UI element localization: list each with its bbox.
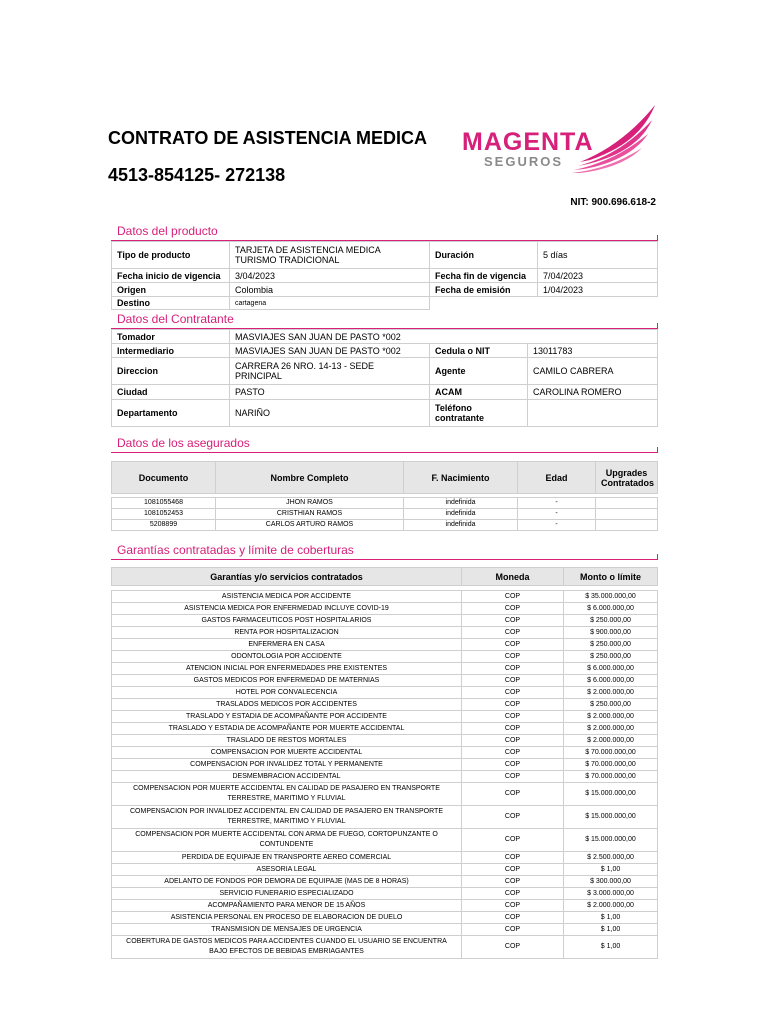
garantia-name-cell	[112, 723, 462, 735]
garantia-name-cell	[112, 912, 462, 924]
depto-value: NARIÑO	[230, 400, 430, 427]
section-heading: Datos del producto	[111, 222, 658, 241]
asegurados-section	[111, 434, 658, 531]
direccion-line: PRINCIPAL	[235, 371, 282, 381]
column-header: Nombre Completo	[216, 462, 404, 494]
asegurado-cell	[596, 508, 658, 519]
moneda-cell: COP	[462, 699, 564, 711]
fin-value: 7/04/2023	[538, 269, 658, 283]
monto-cell: $ 2.000.000,00	[564, 687, 658, 699]
tomador-value: MASVIAJES SAN JUAN DE PASTO *002	[230, 330, 658, 344]
garantia-name: GASTOS FARMACEUTICOS POST HOSPITALARIOS	[201, 616, 372, 624]
ciudad-value: PASTO	[230, 385, 430, 400]
garantia-name-cell	[112, 829, 462, 852]
table-row	[112, 723, 658, 735]
monto-cell: $ 1,00	[564, 924, 658, 936]
garantia-name-cell	[112, 711, 462, 723]
moneda-cell: COP	[462, 747, 564, 759]
garantia-name: ACOMPAÑAMIENTO PARA MENOR DE 15 AÑOS	[207, 901, 366, 909]
table-row	[112, 591, 658, 603]
garantia-name-cell	[112, 864, 462, 876]
garantia-name-cell	[112, 747, 462, 759]
garantia-name: COMPENSACION POR MUERTE ACCIDENTAL EN CALIDAD DE PASAJERO EN TRANSPORTE	[133, 785, 440, 792]
garantia-name: HOTEL POR CONVALECENCIA	[235, 688, 338, 696]
garantia-name: ODONTOLOGIA POR ACCIDENTE	[231, 652, 342, 660]
moneda-cell: COP	[462, 675, 564, 687]
monto-cell: $ 70.000.000,00	[564, 759, 658, 771]
moneda-cell: COP	[462, 783, 564, 806]
garantia-name: ATENCION INICIAL POR ENFERMEDADES PRE EXISTENTES	[185, 664, 388, 672]
garantia-name-cell	[112, 852, 462, 864]
monto-cell: $ 250.000,00	[564, 699, 658, 711]
garantia-name: ASISTENCIA PERSONAL EN PROCESO DE ELABORACION DE DUELO	[170, 913, 403, 921]
monto-cell: $ 15.000.000,00	[564, 806, 658, 829]
moneda-cell: COP	[462, 591, 564, 603]
intermediario-value: MASVIAJES SAN JUAN DE PASTO *002	[230, 344, 430, 358]
inicio-label: Fecha inicio de vigencia	[112, 269, 230, 283]
garantia-name-cell	[112, 924, 462, 936]
garantia-name-cell	[112, 876, 462, 888]
column-header: F. Nacimiento	[404, 462, 518, 494]
moneda-cell: COP	[462, 687, 564, 699]
moneda-cell: COP	[462, 759, 564, 771]
table-row	[112, 888, 658, 900]
garantia-name: ENFERMERA EN CASA	[248, 640, 325, 648]
column-header: Garantías y/o servicios contratados	[112, 568, 462, 586]
table-row	[112, 283, 658, 297]
asegurado-cell	[596, 519, 658, 530]
column-header: Documento	[112, 462, 216, 494]
monto-cell: $ 15.000.000,00	[564, 783, 658, 806]
table-row	[112, 771, 658, 783]
moneda-cell: COP	[462, 912, 564, 924]
garantia-name-cell	[112, 603, 462, 615]
moneda-cell: COP	[462, 924, 564, 936]
monto-cell: $ 250.000,00	[564, 639, 658, 651]
logo-text: MAGENTA	[462, 128, 594, 156]
asegurado-cell: 1081052453	[112, 508, 216, 519]
asegurado-cell: -	[518, 497, 596, 508]
empty-cell	[538, 297, 658, 310]
table-row	[112, 603, 658, 615]
table-header-row	[112, 568, 658, 586]
column-header: Moneda	[462, 568, 564, 586]
table-header-row	[112, 462, 658, 494]
monto-cell: $ 35.000.000,00	[564, 591, 658, 603]
monto-cell: $ 250.000,00	[564, 651, 658, 663]
moneda-cell: COP	[462, 876, 564, 888]
garantia-name-cell	[112, 675, 462, 687]
garantia-name-cell	[112, 651, 462, 663]
telefono-value	[528, 400, 658, 427]
garantias-section	[111, 541, 658, 959]
moneda-cell: COP	[462, 603, 564, 615]
logo-subtext: SEGUROS	[484, 154, 564, 169]
monto-cell: $ 2.000.000,00	[564, 735, 658, 747]
table-row	[112, 358, 658, 385]
asegurado-cell: CARLOS ARTURO RAMOS	[216, 519, 404, 530]
moneda-cell: COP	[462, 936, 564, 959]
acam-label: ACAM	[430, 385, 528, 400]
monto-cell: $ 2.000.000,00	[564, 723, 658, 735]
moneda-cell: COP	[462, 888, 564, 900]
monto-cell: $ 2.000.000,00	[564, 711, 658, 723]
moneda-cell: COP	[462, 663, 564, 675]
magenta-logo	[460, 100, 660, 175]
garantia-name: TRASLADO Y ESTADIA DE ACOMPAÑANTE POR MUERTE ACCIDENTAL	[168, 724, 405, 732]
table-row	[112, 508, 658, 519]
table-row	[112, 519, 658, 530]
acam-value: CAROLINA ROMERO	[528, 385, 658, 400]
emision-label: Fecha de emisión	[430, 283, 538, 297]
table-row	[112, 269, 658, 283]
moneda-cell: COP	[462, 735, 564, 747]
garantia-name-cell	[112, 687, 462, 699]
table-row	[112, 924, 658, 936]
garantia-name: ASISTENCIA MEDICA POR ENFERMEDAD INCLUYE COVID-19	[184, 604, 389, 612]
table-row	[112, 806, 658, 829]
duracion-label: Duración	[430, 242, 538, 269]
table-row	[112, 344, 658, 358]
garantia-name: TRASLADO Y ESTADIA DE ACOMPAÑANTE POR ACCIDENTE	[186, 712, 387, 720]
table-row	[112, 651, 658, 663]
garantia-name-cell	[112, 900, 462, 912]
table-row	[112, 759, 658, 771]
table-row	[112, 663, 658, 675]
moneda-cell: COP	[462, 627, 564, 639]
monto-cell: $ 900.000,00	[564, 627, 658, 639]
table-row	[112, 639, 658, 651]
empty-cell	[430, 297, 538, 310]
garantia-name-cell	[112, 888, 462, 900]
table-row	[112, 400, 658, 427]
direccion-value	[230, 358, 430, 385]
asegurados-table	[111, 461, 658, 497]
asegurado-cell: 1081055468	[112, 497, 216, 508]
moneda-cell: COP	[462, 852, 564, 864]
table-row	[112, 783, 658, 806]
destino-label: Destino	[112, 297, 230, 310]
table-row	[112, 735, 658, 747]
garantia-name: COMPENSACION POR MUERTE ACCIDENTAL CON ARMA DE FUEGO, CORTOPUNZANTE O	[135, 831, 438, 838]
monto-cell: $ 6.000.000,00	[564, 603, 658, 615]
garantia-name-cell	[112, 936, 462, 959]
fin-label: Fecha fin de vigencia	[430, 269, 538, 283]
table-row	[112, 627, 658, 639]
emision-value: 1/04/2023	[538, 283, 658, 297]
asegurado-cell: 5208899	[112, 519, 216, 530]
garantia-name-cell	[112, 783, 462, 806]
garantia-name-line2: BAJO EFECTOS DE BEBIDAS EMBRIAGANTES	[209, 948, 364, 955]
table-row	[112, 900, 658, 912]
asegurados-body	[112, 497, 658, 530]
garantia-name: GASTOS MEDICOS POR ENFERMEDAD DE MATERNIAS	[193, 676, 380, 684]
depto-label: Departamento	[112, 400, 230, 427]
direccion-line: CARRERA 26 NRO. 14-13 - SEDE	[235, 361, 375, 371]
table-row	[112, 687, 658, 699]
column-header: Monto o límite	[564, 568, 658, 586]
column-header	[596, 462, 658, 494]
table-row	[112, 615, 658, 627]
table-row	[112, 242, 658, 269]
monto-cell: $ 15.000.000,00	[564, 829, 658, 852]
monto-cell: $ 300.000,00	[564, 876, 658, 888]
asegurado-cell: -	[518, 508, 596, 519]
direccion-label: Direccion	[112, 358, 230, 385]
moneda-cell: COP	[462, 806, 564, 829]
monto-cell: $ 2.500.000,00	[564, 852, 658, 864]
monto-cell: $ 3.000.000,00	[564, 888, 658, 900]
garantia-name: PERDIDA DE EQUIPAJE EN TRANSPORTE AEREO COMERCIAL	[181, 853, 392, 861]
column-header-line: Contratados	[601, 477, 655, 488]
garantia-name: DESMEMBRACION ACCIDENTAL	[232, 772, 341, 780]
garantias-table	[111, 567, 658, 959]
asegurado-cell: indefinida	[404, 519, 518, 530]
monto-cell: $ 6.000.000,00	[564, 663, 658, 675]
garantia-name: TRANSMISION DE MENSAJES DE URGENCIA	[211, 925, 362, 933]
table-row	[112, 876, 658, 888]
tipo-label: Tipo de producto	[112, 242, 230, 269]
asegurado-cell: indefinida	[404, 508, 518, 519]
garantia-name: COBERTURA DE GASTOS MEDICOS PARA ACCIDENTES CUANDO EL USUARIO SE ENCUENTRA	[126, 938, 447, 945]
garantias-body	[112, 591, 658, 959]
moneda-cell: COP	[462, 723, 564, 735]
origen-label: Origen	[112, 283, 230, 297]
ciudad-label: Ciudad	[112, 385, 230, 400]
garantia-name-cell	[112, 615, 462, 627]
asegurado-cell: indefinida	[404, 497, 518, 508]
cedula-label: Cedula o NIT	[430, 344, 528, 358]
tipo-value-line: TARJETA DE ASISTENCIA MEDICA	[235, 245, 381, 255]
tipo-value	[230, 242, 430, 269]
telefono-label	[430, 400, 528, 427]
garantia-name: TRASLADOS MEDICOS POR ACCIDENTES	[216, 700, 357, 708]
monto-cell: $ 1,00	[564, 936, 658, 959]
moneda-cell: COP	[462, 651, 564, 663]
asegurado-cell: -	[518, 519, 596, 530]
garantia-name-cell	[112, 663, 462, 675]
monto-cell: $ 2.000.000,00	[564, 900, 658, 912]
table-row	[112, 497, 658, 508]
contratante-section	[111, 310, 658, 427]
moneda-cell: COP	[462, 711, 564, 723]
contract-number: 4513-854125- 272138	[108, 165, 286, 185]
garantia-name: RENTA POR HOSPITALIZACION	[234, 628, 339, 636]
garantia-name: COMPENSACION POR INVALIDEZ TOTAL Y PERMANENTE	[190, 760, 383, 768]
telefono-label-line: Teléfono	[435, 403, 472, 413]
garantia-name: ASESORIA LEGAL	[256, 865, 317, 873]
monto-cell: $ 70.000.000,00	[564, 747, 658, 759]
section-heading: Datos del Contratante	[111, 310, 658, 329]
table-row	[112, 385, 658, 400]
garantia-name-cell	[112, 735, 462, 747]
garantia-name: ASISTENCIA MEDICA POR ACCIDENTE	[221, 592, 352, 600]
monto-cell: $ 70.000.000,00	[564, 771, 658, 783]
column-header: Edad	[518, 462, 596, 494]
moneda-cell: COP	[462, 864, 564, 876]
section-heading: Datos de los asegurados	[111, 434, 658, 453]
asegurados-rows	[111, 497, 658, 531]
garantia-name-cell	[112, 771, 462, 783]
table-row	[112, 675, 658, 687]
monto-cell: $ 1,00	[564, 912, 658, 924]
page-title: CONTRATO DE ASISTENCIA MEDICA	[108, 128, 428, 148]
section-heading: Garantías contratadas y límite de coberturas	[111, 541, 658, 560]
monto-cell: $ 6.000.000,00	[564, 675, 658, 687]
agente-label: Agente	[430, 358, 528, 385]
garantia-name: TRASLADO DE RESTOS MORTALES	[226, 736, 347, 744]
asegurado-cell	[596, 497, 658, 508]
moneda-cell: COP	[462, 900, 564, 912]
table-row	[112, 330, 658, 344]
tipo-value-line: TURISMO TRADICIONAL	[235, 255, 340, 265]
garantia-name: COMPENSACION POR INVALIDEZ ACCIDENTAL EN CALIDAD DE PASAJERO EN TRANSPORTE	[130, 808, 443, 815]
moneda-cell: COP	[462, 639, 564, 651]
garantia-name: SERVICIO FUNERARIO ESPECIALIZADO	[219, 889, 354, 897]
column-header-line: Upgrades	[605, 467, 648, 478]
origen-value: Colombia	[230, 283, 430, 297]
destino-value: cartagena	[230, 297, 430, 310]
asegurado-cell: JHON RAMOS	[216, 497, 404, 508]
monto-cell: $ 1,00	[564, 864, 658, 876]
garantia-name-line2: TERRESTRE, MARITIMO Y FLUVIAL	[227, 795, 346, 802]
garantia-name-cell	[112, 759, 462, 771]
moneda-cell: COP	[462, 771, 564, 783]
garantia-name-cell	[112, 806, 462, 829]
product-table	[111, 241, 658, 310]
tomador-label: Tomador	[112, 330, 230, 344]
garantia-name-cell	[112, 639, 462, 651]
garantia-name-cell	[112, 699, 462, 711]
contratante-table	[111, 329, 658, 427]
table-row	[112, 936, 658, 959]
duracion-value: 5 días	[538, 242, 658, 269]
inicio-value: 3/04/2023	[230, 269, 430, 283]
garantia-name: COMPENSACION POR MUERTE ACCIDENTAL	[210, 748, 363, 756]
table-row	[112, 297, 658, 310]
table-row	[112, 864, 658, 876]
nit-number: NIT: 900.696.618-2	[570, 197, 656, 208]
agente-value: CAMILO CABRERA	[528, 358, 658, 385]
asegurado-cell: CRISTHIAN RAMOS	[216, 508, 404, 519]
garantia-name-cell	[112, 627, 462, 639]
garantia-name-line2: TERRESTRE, MARITIMO Y FLUVIAL	[227, 818, 346, 825]
telefono-label-line: contratante	[435, 413, 485, 423]
intermediario-label: Intermediario	[112, 344, 230, 358]
table-row	[112, 747, 658, 759]
monto-cell: $ 250.000,00	[564, 615, 658, 627]
product-section	[111, 222, 658, 310]
table-row	[112, 912, 658, 924]
moneda-cell: COP	[462, 829, 564, 852]
moneda-cell: COP	[462, 615, 564, 627]
table-row	[112, 711, 658, 723]
table-row	[112, 852, 658, 864]
table-row	[112, 699, 658, 711]
garantia-name: ADELANTO DE FONDOS POR DEMORA DE EQUIPAJE (MAS DE 8 HORAS)	[164, 877, 409, 885]
garantia-name-cell	[112, 591, 462, 603]
table-row	[112, 829, 658, 852]
cedula-value: 13011783	[528, 344, 658, 358]
garantia-name-line2: CONTUNDENTE	[259, 841, 314, 848]
